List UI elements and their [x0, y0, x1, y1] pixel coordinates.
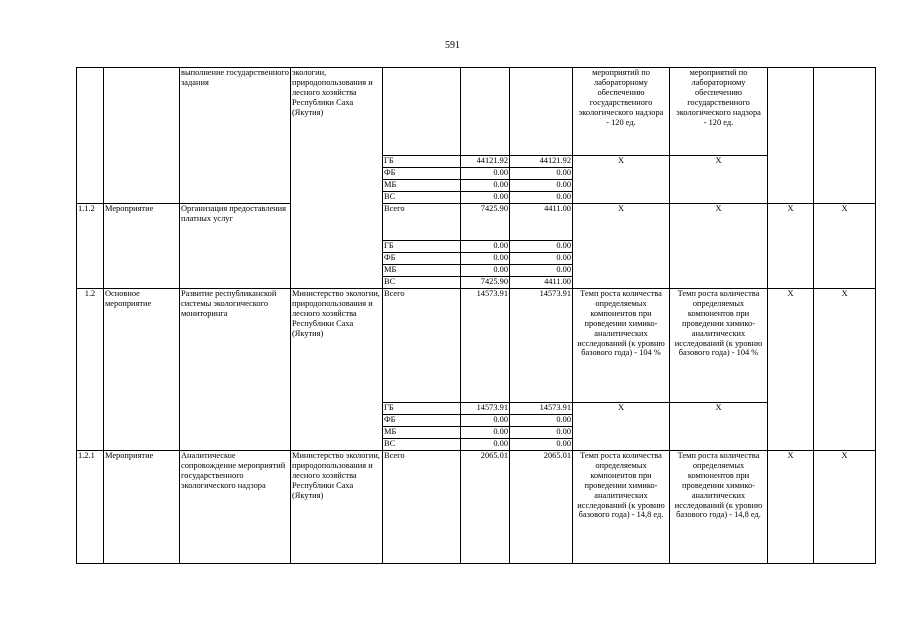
source-type: ВС: [383, 277, 461, 289]
total-value-1: 14573.91: [461, 289, 510, 403]
result-x: X: [573, 204, 670, 289]
empty-cell: [768, 68, 814, 204]
empty-cell: [814, 68, 876, 204]
program-activities-table: [76, 67, 876, 564]
code-cell: [77, 68, 104, 204]
value-2: 0.00: [510, 192, 573, 204]
executor-cell: Министерство экологии, природопользования и лесного хозяйства Республики Саха (Якутия): [291, 289, 383, 451]
activity-name: Организация предоставления платных услуг: [180, 204, 291, 289]
value-2: 0.00: [510, 439, 573, 451]
value-2: 14573.91: [510, 403, 573, 415]
value-1: 44121.92: [461, 156, 510, 168]
value-cell: [510, 68, 573, 156]
activity-name: Развитие республиканской системы экологического мониторинга: [180, 289, 291, 451]
value-2: 0.00: [510, 241, 573, 253]
page-number: 591: [445, 40, 460, 51]
total-label: Всего: [383, 451, 461, 564]
value-1: 0.00: [461, 265, 510, 277]
source-type: ГБ: [383, 403, 461, 415]
activity-code: 1.1.2: [77, 204, 104, 289]
source-type: ГБ: [383, 156, 461, 168]
source-type: ВС: [383, 439, 461, 451]
value-1: 0.00: [461, 415, 510, 427]
activity-code: 1.2.1: [77, 451, 104, 564]
result-x: X: [814, 204, 876, 289]
activity-code: 1.2: [77, 289, 104, 451]
result-x: X: [573, 156, 670, 204]
source-type: МБ: [383, 427, 461, 439]
value-1: 0.00: [461, 192, 510, 204]
value-1: 7425.90: [461, 277, 510, 289]
value-2: 0.00: [510, 427, 573, 439]
value-2: 0.00: [510, 415, 573, 427]
value-1: 0.00: [461, 439, 510, 451]
result-cell: мероприятий по лабораторному обеспечению государственного экологического надзора - 120 ед.: [670, 68, 768, 156]
value-cell: [461, 68, 510, 156]
value-2: 0.00: [510, 180, 573, 192]
kind-cell: [104, 68, 180, 204]
value-2: 44121.92: [510, 156, 573, 168]
result-x: X: [814, 451, 876, 564]
value-1: 14573.91: [461, 403, 510, 415]
source-type: МБ: [383, 265, 461, 277]
total-value-2: 4411.00: [510, 204, 573, 241]
result-cell: мероприятий по лабораторному обеспечению государственного экологического надзора - 120 ед.: [573, 68, 670, 156]
total-label: Всего: [383, 289, 461, 403]
result-cell: Темп роста количества определяемых компонентов при проведении химико-аналитических исследований (к уровню базового года) - 14,8 ед.: [670, 451, 768, 564]
source-cell: [383, 68, 461, 156]
table-row: [77, 451, 876, 564]
result-x: X: [768, 451, 814, 564]
result-x: X: [573, 403, 670, 451]
total-value-2: 2065.01: [510, 451, 573, 564]
activity-kind: Основное мероприятие: [104, 289, 180, 451]
table-row: [77, 289, 876, 403]
value-1: 0.00: [461, 427, 510, 439]
executor-cell: Министерство экологии, природопользования и лесного хозяйства Республики Саха (Якутия): [291, 451, 383, 564]
source-type: ВС: [383, 192, 461, 204]
value-2: 4411.00: [510, 277, 573, 289]
table-row: [77, 68, 876, 156]
activity-name: выполнение государственного задания: [180, 68, 291, 204]
value-1: 0.00: [461, 253, 510, 265]
activity-name: Аналитическое сопровождение мероприятий государственного экологического надзора: [180, 451, 291, 564]
value-1: 0.00: [461, 168, 510, 180]
value-2: 0.00: [510, 168, 573, 180]
result-cell: Темп роста количества определяемых компонентов при проведении химико-аналитических исследований (к уровню базового года) - 104 %: [670, 289, 768, 403]
activity-kind: Мероприятие: [104, 204, 180, 289]
activity-kind: Мероприятие: [104, 451, 180, 564]
executor-cell: экологии, природопользования и лесного хозяйства Республики Саха (Якутия): [291, 68, 383, 289]
total-value-2: 14573.91: [510, 289, 573, 403]
source-type: ФБ: [383, 415, 461, 427]
total-value-1: 7425.90: [461, 204, 510, 241]
result-x: X: [768, 289, 814, 451]
value-2: 0.00: [510, 253, 573, 265]
result-x: X: [670, 403, 768, 451]
value-1: 0.00: [461, 241, 510, 253]
result-x: X: [768, 204, 814, 289]
source-type: ГБ: [383, 241, 461, 253]
total-label: Всего: [383, 204, 461, 241]
source-type: ФБ: [383, 253, 461, 265]
value-2: 0.00: [510, 265, 573, 277]
source-type: МБ: [383, 180, 461, 192]
result-x: X: [670, 204, 768, 289]
result-cell: Темп роста количества определяемых компонентов при проведении химико-аналитических исследований (к уровню базового года) - 14,8 ед.: [573, 451, 670, 564]
value-1: 0.00: [461, 180, 510, 192]
result-x: X: [670, 156, 768, 204]
source-type: ФБ: [383, 168, 461, 180]
result-cell: Темп роста количества определяемых компонентов при проведении химико-аналитических исследований (к уровню базового года) - 104 %: [573, 289, 670, 403]
total-value-1: 2065.01: [461, 451, 510, 564]
table-row: [77, 204, 876, 241]
result-x: X: [814, 289, 876, 451]
